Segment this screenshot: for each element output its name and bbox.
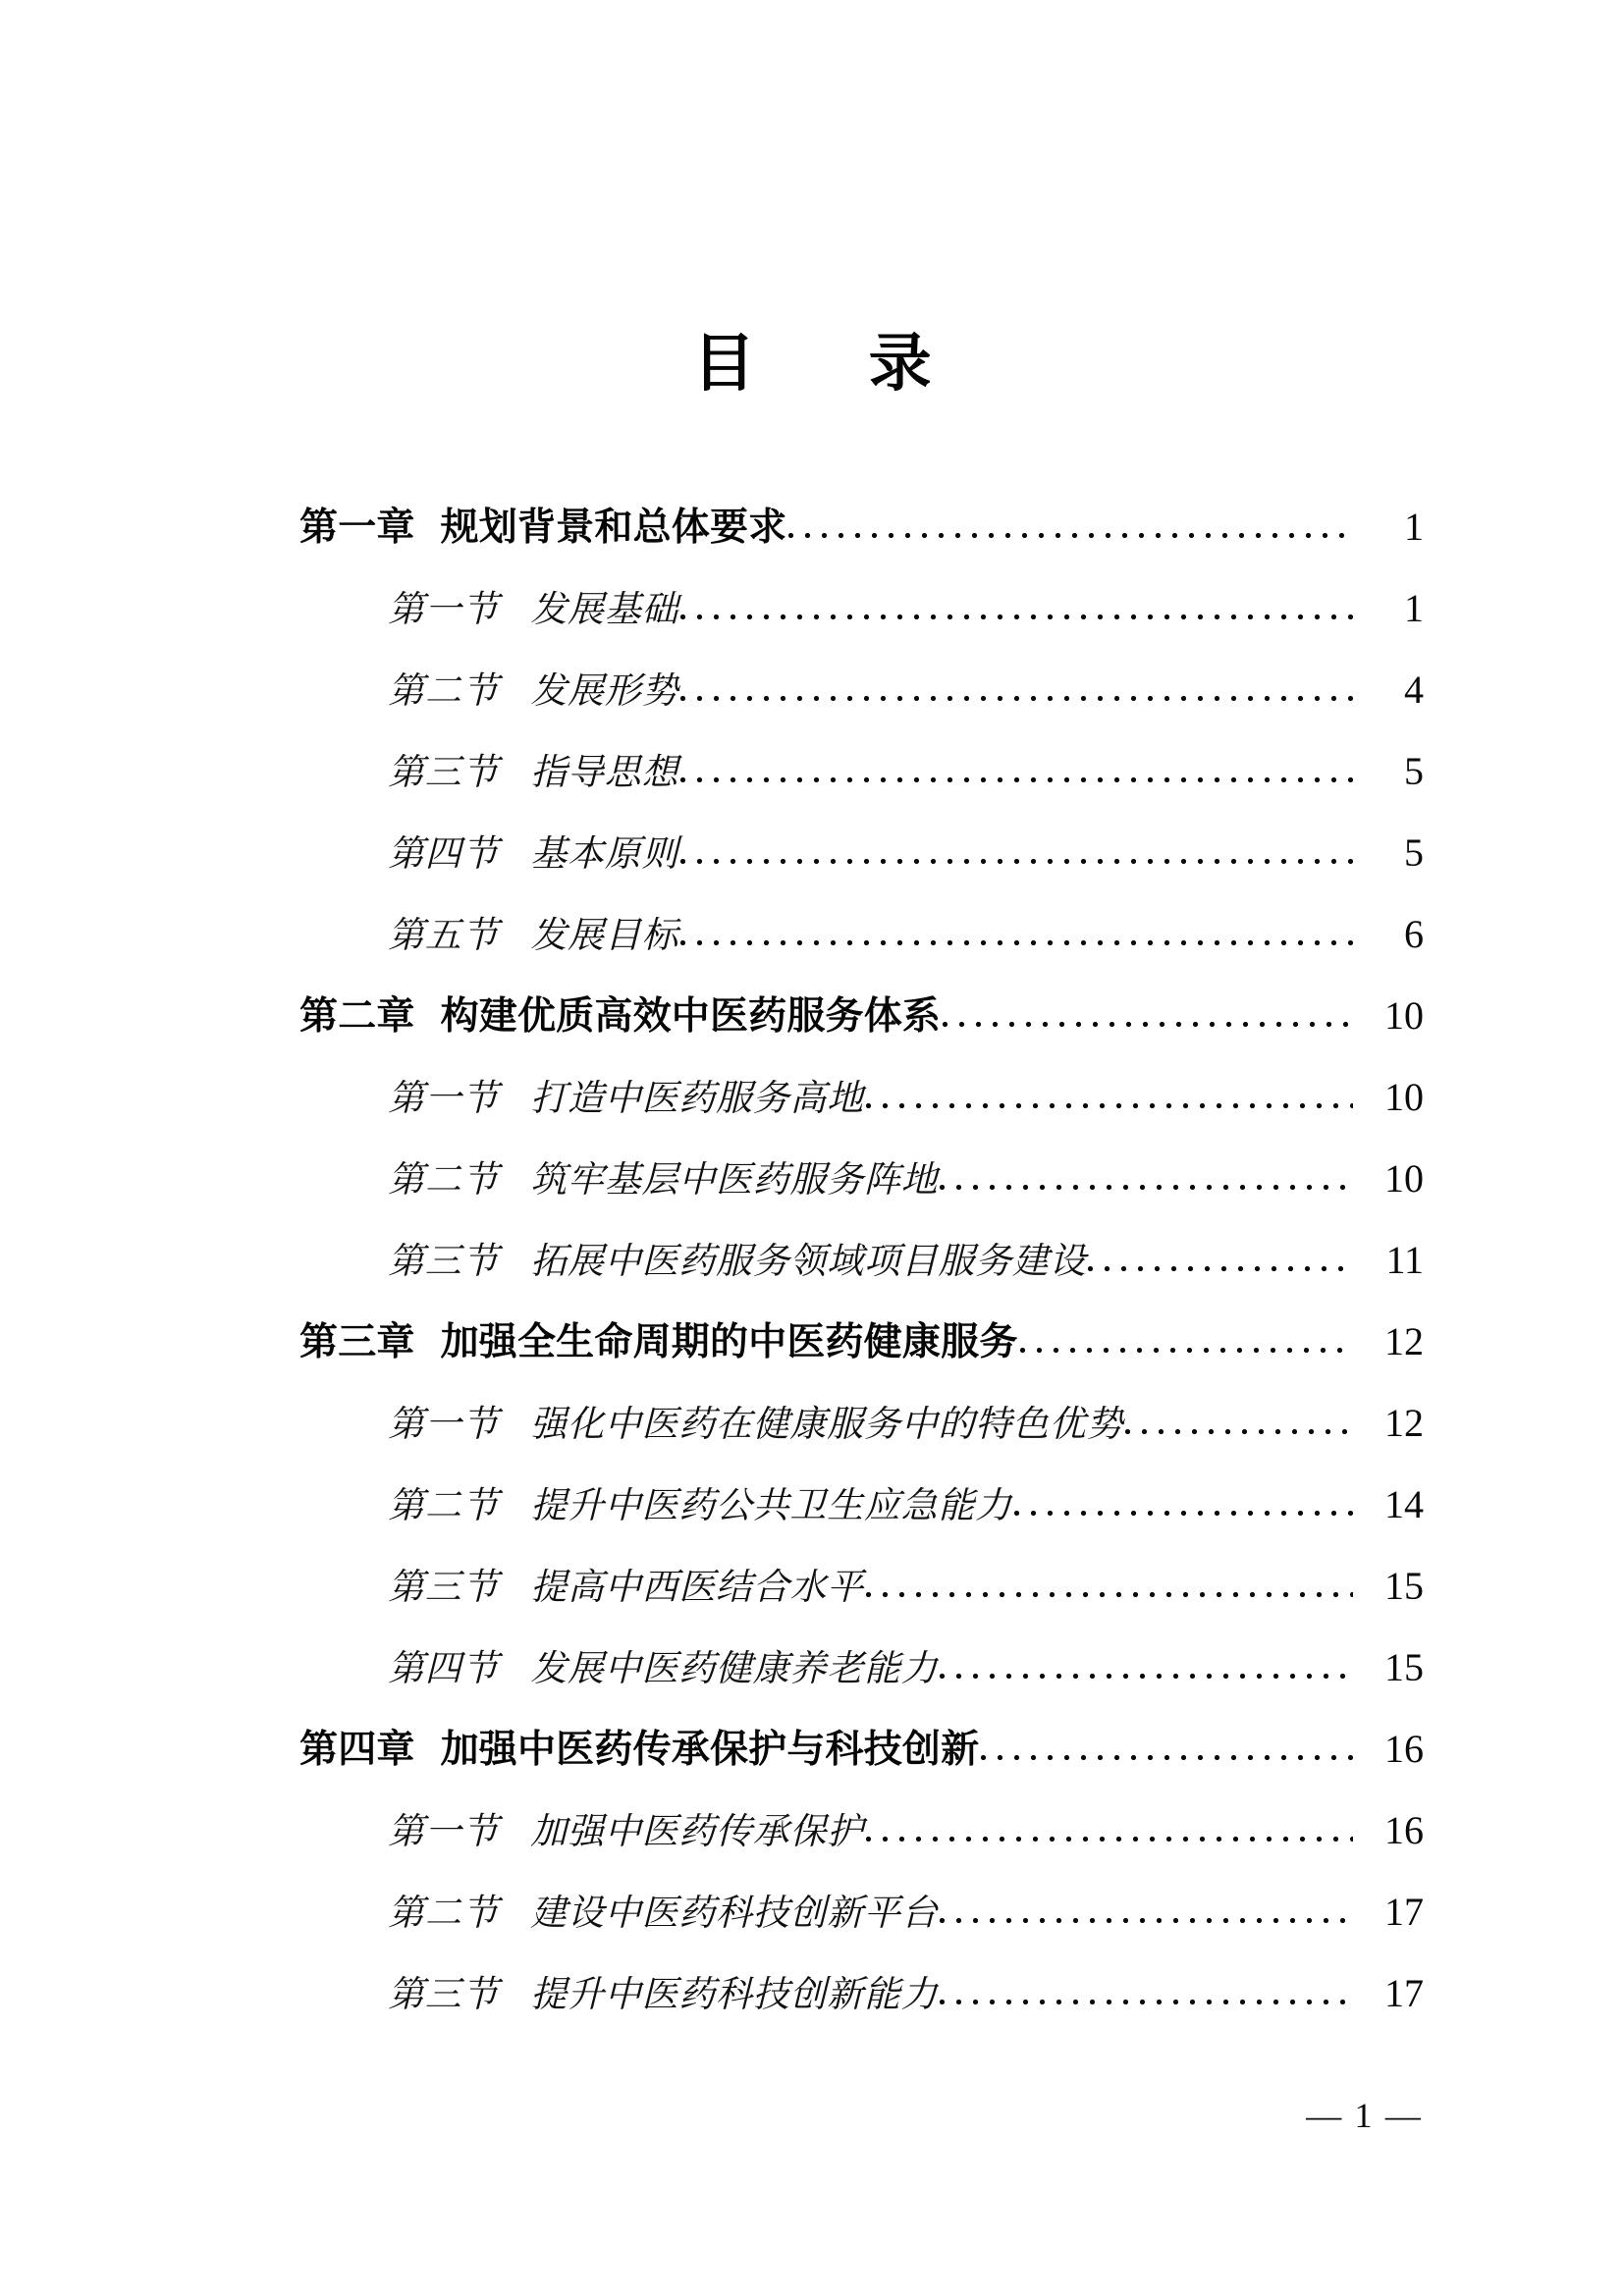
toc-entry-section[interactable] [0, 1482, 1624, 1567]
toc-entry-title: 加强中医药传承保护与科技创新 [440, 1729, 980, 1771]
toc-entry-section[interactable] [0, 912, 1624, 996]
toc-entry-chapter[interactable] [0, 1319, 1624, 1404]
toc-entry-section[interactable] [0, 1645, 1624, 1730]
toc-entry-page-number: 5 [1404, 830, 1424, 875]
toc-entry-title: 发展基础 [530, 590, 679, 630]
toc-entry-page-number: 12 [1384, 1319, 1424, 1363]
toc-entry-page-number: 10 [1384, 993, 1424, 1038]
toc-entry-page-number: 12 [1384, 1401, 1424, 1445]
toc-entry-title: 建设中医药科技创新平台 [530, 1894, 939, 1934]
toc-entry-page-number: 10 [1384, 1156, 1424, 1201]
toc-entry-section[interactable] [0, 586, 1624, 670]
toc-entry-chapter[interactable] [0, 993, 1624, 1078]
toc-entry-page-number: 17 [1384, 1971, 1424, 2015]
toc-entry-title: 基本原则 [530, 834, 679, 875]
table-of-contents [0, 507, 1624, 2056]
toc-entry-section[interactable] [0, 1808, 1624, 1893]
toc-entry-title: 筑牢基层中医药服务阵地 [530, 1160, 939, 1201]
dot-leader [940, 1909, 1353, 1925]
toc-entry-label: 第三节 [388, 1568, 500, 1608]
toc-entry-page-number: 1 [1404, 586, 1424, 630]
toc-entry-chapter[interactable] [0, 507, 1624, 589]
dot-leader [680, 606, 1353, 621]
toc-entry-section[interactable] [0, 1401, 1624, 1485]
toc-entry-section[interactable] [0, 1564, 1624, 1648]
toc-entry-page-number: 5 [1404, 749, 1424, 793]
toc-entry-title: 规划背景和总体要求 [440, 507, 787, 549]
dot-leader [680, 932, 1353, 947]
toc-entry-section[interactable] [0, 1238, 1624, 1322]
page-title: 目 录 [692, 328, 957, 399]
dot-leader [940, 1176, 1353, 1192]
toc-entry-title: 发展中医药健康养老能力 [530, 1649, 939, 1689]
toc-entry-label: 第二章 [299, 995, 415, 1038]
toc-entry-label: 第二节 [388, 671, 500, 712]
dot-leader [680, 850, 1353, 866]
toc-entry-section[interactable] [0, 667, 1624, 752]
toc-entry-label: 第二节 [388, 1894, 500, 1934]
toc-entry-title: 提高中西医结合水平 [530, 1568, 864, 1608]
toc-entry-page-number: 15 [1384, 1645, 1424, 1689]
dot-leader [866, 1583, 1353, 1599]
toc-entry-label: 第一节 [388, 1405, 500, 1445]
toc-entry-label: 第四节 [388, 1649, 500, 1689]
toc-entry-section[interactable] [0, 1156, 1624, 1241]
dot-leader [1125, 1420, 1353, 1436]
toc-entry-title: 提升中医药公共卫生应急能力 [530, 1486, 1012, 1526]
dot-leader [788, 524, 1353, 540]
toc-entry-title: 拓展中医药服务领域项目服务建设 [530, 1242, 1087, 1282]
dot-leader [1088, 1257, 1353, 1273]
dot-leader [866, 1828, 1353, 1843]
toc-entry-chapter[interactable] [0, 1727, 1624, 1811]
toc-entry-title: 打造中医药服务高地 [530, 1079, 864, 1119]
toc-entry-page-number: 17 [1384, 1890, 1424, 1934]
dot-leader [943, 1013, 1353, 1029]
toc-entry-section[interactable] [0, 1890, 1624, 1974]
page-footer: — 1 — [1306, 2096, 1423, 2135]
toc-entry-label: 第三节 [388, 753, 500, 793]
dot-leader [866, 1095, 1353, 1110]
dot-leader [1020, 1339, 1353, 1355]
toc-entry-label: 第一节 [388, 590, 500, 630]
dot-leader [680, 769, 1353, 784]
dot-leader [1014, 1502, 1353, 1518]
dot-leader [981, 1746, 1353, 1762]
toc-entry-page-number: 6 [1404, 912, 1424, 956]
dot-leader [680, 687, 1353, 703]
toc-entry-title: 发展目标 [530, 916, 679, 956]
toc-entry-page-number: 11 [1385, 1238, 1424, 1282]
toc-entry-section[interactable] [0, 830, 1624, 915]
toc-entry-page-number: 16 [1384, 1727, 1424, 1771]
toc-entry-section[interactable] [0, 749, 1624, 833]
toc-entry-label: 第二节 [388, 1486, 500, 1526]
toc-entry-section[interactable] [0, 1971, 1624, 2056]
toc-entry-page-number: 1 [1404, 505, 1424, 549]
toc-entry-label: 第五节 [388, 916, 500, 956]
toc-entry-page-number: 14 [1384, 1482, 1424, 1526]
toc-entry-label: 第三节 [388, 1242, 500, 1282]
toc-entry-title: 构建优质高效中医药服务体系 [440, 995, 942, 1038]
toc-entry-title: 加强中医药传承保护 [530, 1812, 864, 1852]
dot-leader [940, 1991, 1353, 2006]
toc-entry-label: 第一节 [388, 1812, 500, 1852]
toc-entry-label: 第三节 [388, 1975, 500, 2015]
dot-leader [940, 1665, 1353, 1681]
toc-entry-section[interactable] [0, 1075, 1624, 1159]
toc-entry-page-number: 4 [1404, 667, 1424, 712]
toc-entry-title: 加强全生命周期的中医药健康服务 [440, 1321, 1018, 1363]
toc-entry-page-number: 16 [1384, 1808, 1424, 1852]
toc-entry-title: 提升中医药科技创新能力 [530, 1975, 939, 2015]
toc-entry-label: 第三章 [299, 1321, 415, 1363]
toc-entry-label: 第一章 [299, 507, 415, 549]
toc-entry-label: 第四章 [299, 1729, 415, 1771]
toc-entry-title: 强化中医药在健康服务中的特色优势 [530, 1405, 1124, 1445]
toc-entry-page-number: 15 [1384, 1564, 1424, 1608]
toc-entry-title: 发展形势 [530, 671, 679, 712]
toc-entry-label: 第四节 [388, 834, 500, 875]
toc-entry-label: 第一节 [388, 1079, 500, 1119]
toc-entry-title: 指导思想 [530, 753, 679, 793]
toc-entry-page-number: 10 [1384, 1075, 1424, 1119]
toc-entry-label: 第二节 [388, 1160, 500, 1201]
